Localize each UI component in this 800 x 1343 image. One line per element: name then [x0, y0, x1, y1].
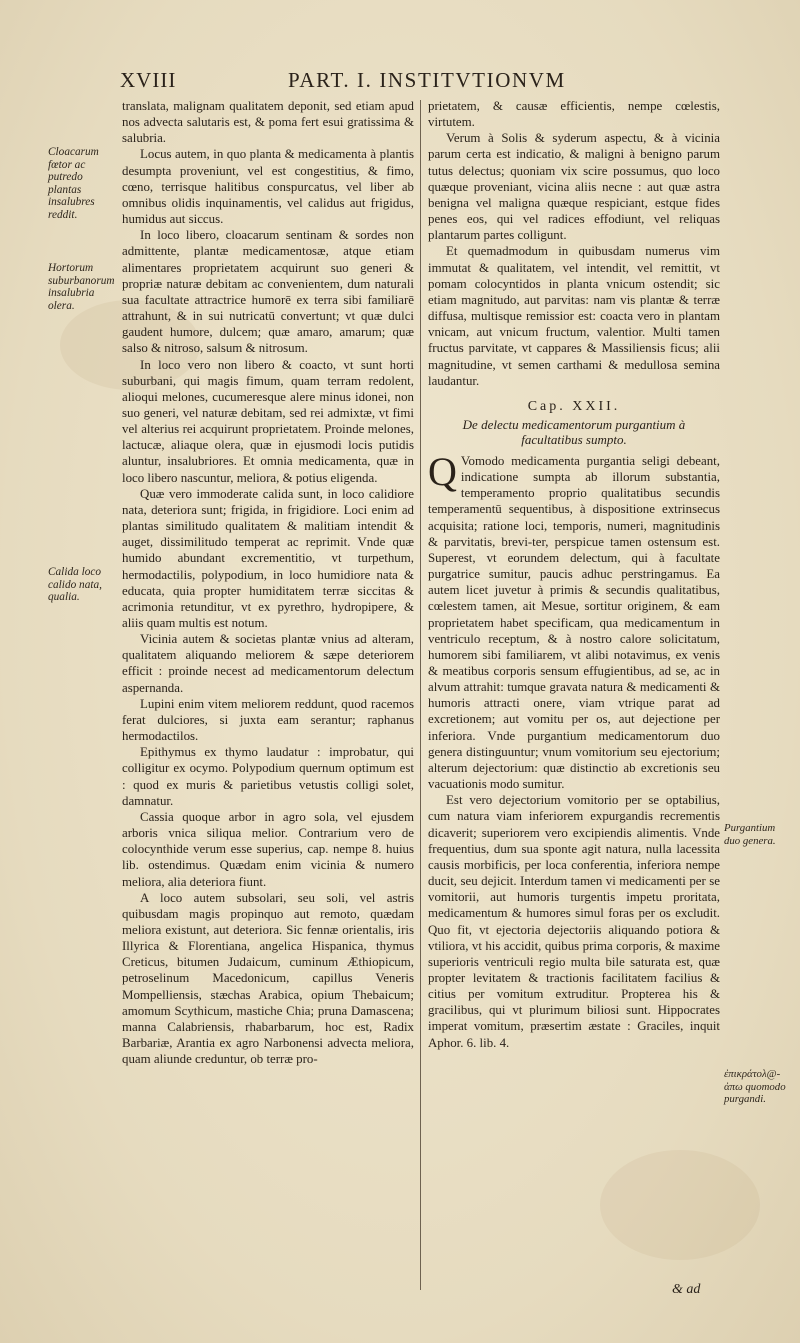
paragraph: Et quemadmodum in quibusdam numerus vim immutat & qualitatem, vel intendit, vel remittit, vt pomam colocyntidos in planta vnicum ostendit; sic etiam magnitudo, aut parvitas: nam vis plantæ & terræ diffusa, multisque remissior est: coacta vero in plantam vnicam, aut vnicum fructum, valentior. Multi tamen fructus parvitate, vt cappares & Massiliensis ficus; alii magnitudine, vt semen carthami & medullosa semina laudantur.: [428, 244, 720, 388]
paragraph: [428, 448, 720, 792]
column-rule: [420, 100, 421, 1290]
paragraph-text: Vomodo medicamenta purgantia seligi debeant, indicatione sumpta ab illorum substantia, temperamento proprio qualitatibus secundis temperamentū sequentibus, à dispositione extrinsecus acquisita; ratione loci, temporis, numeri, magnitudinis & parvitatis, brevi-ter, perspicue tamen ostensum est. Superest, vt eorundem delectum, qui à facultate purgatrice sumitur, paucis adhuc perstringamus. Ea autem licet juvetur à primis & secundis qualitatibus, cœlestem tamen, ait Mesue, sortitur originem, & eam proprietatem habet specificam, qua medicamentum in ventriculo receptum, & à nostro calore solicitatum, humorem sibi familiarem, vt alibi notavimus, ex venis & meatibus corporis sensum effugientibus, ad se, ac in alvum attrahit: tumque gravata natura & medicamenti & humoris attracti onere, viam vtrique parat ad excretionem; aut vomitu per os, aut dejectione per inferiora. Vnde purgantium medicamentorum duo genera distinguuntur; vnum vomitorium seu ejectorium; alterum dejectorium: quæ distinctio ab excretionis seu vacuationis modo sumitur.: [428, 453, 720, 792]
chapter-heading: Cap. XXII.: [527, 398, 621, 414]
drop-cap-q: Q: [428, 448, 457, 494]
paragraph: Locus autem, in quo planta & medicamenta à plantis desumpta proveniunt, vel est congestitius, & fimo, cœno, terrisque halitibus conspurcatus, vel liber ab omnibus olidis inquinamentis, vel calidus aut frigidus, humidus aut siccus.: [122, 147, 414, 227]
paragraph: Verum à Solis & syderum aspectu, & à vicinia parum certa est indicatio, & maligni à benigno parum tutus delectus; quoniam vix scire possumus, quo loco quæque proveniant, vicina aliis necne : aut quæ astra benigna vel maligna quæque respiciant, estque fides penes eos, qui vel radices effodiunt, vel reliquas plantarum partes colligunt.: [428, 131, 720, 243]
page-number: XVIII: [120, 68, 177, 92]
margin-note: ἐπικράτολ@- ἀπω quomodo purgandi.: [724, 1068, 786, 1106]
chapter-title: De delectu medicamentorum purgantium à facultatibus sumpto.: [462, 416, 686, 447]
left-column: [122, 98, 414, 1067]
paragraph: Epithymus ex thymo laudatur : improbatur, qui colligitur ex ocymo. Polypodium quernum optimum est : quod ex muris & parietibus vetustis colligi solet, damnatur.: [122, 745, 414, 808]
paragraph: Vicinia autem & societas plantæ vnius ad alteram, qualitatem aliquando meliorem & sæpe deteriorem efficit : proinde necest ad medicamentorum delectum aspernanda.: [122, 632, 414, 695]
catchword: & ad: [672, 1282, 701, 1297]
paragraph: Est vero dejectorium vomitorio per se optabilius, cum natura viam inferiorem expurgandis recrementis dicaverit; superiorem vero excipiendis alimentis. Vnde frequentius, dum sua sponte agit natura, nulla lacessita causis morbificis, per loca conferentia, inferiora nempe ducit, seu dejicit. Interdum tamen vi medicamenti per se vomitorii, aut humoris turgentis impetu proritata, medicamentum & humores simul foras per os excludit. Quo fit, vt ejectoria dejectoriis aliquando potiora & vtiliora, vt his accidit, quibus prima corporis, & maxime superioris ventriculi regio multa bile saturata est, quæ propter levitatem & tractionis facilitatem facilius & citius per vomitum extruditur. Propterea his & gracilibus, qui vt plurimum biliosi sunt. Hippocrates imperat vomitum, præsertim æstate : Graciles, inquit Aphor. 6. lib. 4.: [428, 793, 720, 1050]
paragraph: prietatem, & causæ efficientis, nempe cœlestis, virtutem.: [428, 99, 720, 130]
paper-stain: [600, 1150, 760, 1260]
margin-note: Purgantium duo genera.: [724, 822, 776, 847]
running-head: [120, 68, 740, 96]
margin-note: Hortorum suburbanorum insalubria olera.: [48, 262, 115, 312]
paragraph: Lupini enim vitem meliorem reddunt, quod racemos ferat dulciores, si juxta eam serantur; raphanus hermodactilos.: [122, 696, 414, 744]
paragraph: translata, malignam qualitatem deponit, sed etiam apud nos advecta salutaris est, & poma fert esui gratissima & salubria.: [122, 99, 414, 146]
right-column: [428, 98, 720, 1051]
paragraph: In loco libero, cloacarum sentinam & sordes non admittente, plantæ medicamentosæ, atque etiam alimentares proprietatem acquirunt suo generi & propriæ naturæ debitam ac convenientem, dum naturali sua facultate attractrice humorē ex terra sibi familiarē attrahunt, & in sui nutricatū convertunt; vt quæ dulci gaudent humore, dulcem; quæ amaro, amarum; quæ salso & nitroso, salsum & nitrosum.: [122, 228, 414, 356]
paragraph: A loco autem subsolari, seu soli, vel astris quibusdam magis propinquo aut remoto, quædam meliora existunt, aut deteriora. Sic fennæ orientalis, iris Illyrica & Florentiana, angelica Hispanica, thymus Creticus, bitumen Judaicum, cuminum Æthiopicum, petroselinum Macedonicum, capillus Veneris Mompelliensis, stæchas Arabica, opium Thebaicum; amomum Scythicum, mastiche Chia; pruna Damascena; manna Calabriensis, rhabarbarum, hoc est, Radix Barbariæ, Arantia ex agro Narbonensi advecta meliora, quam aliunde creduntur, ob terræ pro-: [122, 890, 414, 1067]
paragraph: In loco vero non libero & coacto, vt sunt horti suburbani, qui magis fimum, quam terram redolent, alioqui melones, cucumeresque alere minus idonei, non suo generi, vel naturæ debitam, sed rei admixtæ, vt fimi vel alterius rei acquirunt proprietatem. Proinde melones, lactucæ, aliaque olera, quæ in ejusmodi locis putidis aluntur, insalubriores. Et omnia medicamenta, quæ in loco libero nascuntur, meliora, & potius eligenda.: [122, 357, 414, 485]
paragraph: Cassia quoque arbor in agro sola, vel ejusdem arboris vnica siliqua melior. Contrarium vero de colocynthide verum esse superius, cap. nempe 8. huius lib. ostendimus. Quædam enim vicinia & numero meliora, alia deteriora fiunt.: [122, 809, 414, 889]
margin-note: Calida loco calido nata, qualia.: [48, 566, 102, 604]
margin-note: Cloacarum fœtor ac putredo plantas insalubres reddit.: [48, 146, 99, 221]
running-title: PART. I. INSTITVTIONVM: [288, 68, 566, 92]
paragraph: Quæ vero immoderate calida sunt, in loco calidiore nata, deteriora sunt; frigida, in frigidiore. Loci enim ad plantas similitudo qualitatem & malitiam intendit & auget, dissimilitudo temperat ac reprimit. Vnde quæ humido abundant excrementitio, vt turpethum, hermodactilis, polypodium, in loco humidiore nata & educata, quia propter humiditatem terræ siccitas & acrimonia retunditur, vt ex pyrethro, hydropipere, & aliis quam multis est notum.: [122, 486, 414, 630]
